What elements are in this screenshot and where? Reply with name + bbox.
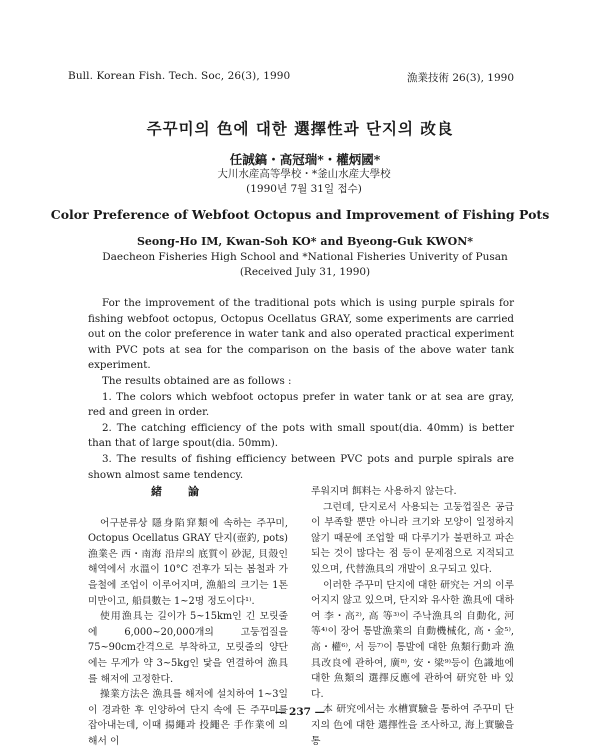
body-paragraph: 使用漁具는 길이가 5~15km인 긴 모릿줄에 6,000~20,000개의 고둥껍질을 75~90cm간격으로 부착하고, 모릿줄의 양단에는 무게가 약 3~5kg인 닻을 연결하여 漁具를 해저에 고정한다.	[88, 611, 288, 685]
section-heading: 緒論	[151, 485, 225, 498]
affiliation-english: Daecheon Fisheries High School and *National Fisheries Univerity of Pusan	[102, 251, 508, 263]
affiliation-korean: 大川水産高等學校・*釜山水産大學校	[217, 168, 391, 180]
body-paragraph: 그런데, 단지로서 사용되는 고둥껍질은 공급이 부족할 뿐만 아니라 크기와 모양이 일정하지 않기 때문에 조업할 때 다루기가 불편하고 파손되는 것이 많다는 점 등이 문제점으로 지적되고 있으며, 代替漁具의 개발이 요구되고 있다.	[311, 501, 514, 575]
abstract-result-1: 1. The colors which webfoot octopus prefer in water tank or at sea are gray, red and green in order.	[88, 390, 514, 419]
body-paragraph: 操業方法은 漁具를 해저에 설치하여 1~3일이 경과한 후 인양하여 단지 속에 든 주꾸미를 잡아내는데, 이때 揚繩과 投繩은 手作業에 의해서 이	[88, 689, 288, 747]
title-korean: 주꾸미의 色에 대한 選擇性과 단지의 改良	[146, 119, 454, 138]
journal-citation: Bull. Korean Fish. Tech. Soc, 26(3), 1990	[68, 70, 291, 82]
authors-korean: 任誠鎬・高冠瑞*・權炳國*	[229, 152, 381, 167]
received-date-korean: (1990년 7월 31일 접수)	[246, 183, 362, 195]
abstract-paragraph: For the improvement of the traditional pots which is using purple spirals for fishing webfoot octopus, Octopus Ocellatus GRAY, some experiments are carried out on the color preference in water tank and also operated practical experiment with PVC pots at sea for the comparison on the basis of the above water tank experiment.	[88, 297, 514, 372]
abstract-results-intro: The results obtained are as follows :	[102, 374, 292, 387]
abstract-result-2: 2. The catching efficiency of the pots with small spout(dia. 40mm) is better than that of large spout(dia. 50mm).	[88, 421, 514, 450]
body-paragraph: 이러한 주꾸미 단지에 대한 研究는 거의 이루어지지 않고 있으며, 단지와 유사한 漁具에 대하여 李・高²⁾, 高 等³⁾이 주낙漁具의 自動化, 河 等⁴⁾이 장어 통발漁業의 自動機械化, 高・金⁵⁾, 高・權⁶⁾, 서 등⁷⁾이 통발에 대한 魚類行動과 漁具改良에 관하여, 廣⁸⁾, 安・梁⁹⁾등이 色識地에 대한 魚類의 選擇反應에 관하여 研究한 바 있다.	[311, 579, 514, 700]
body-paragraph: 어구분류상 隱身陷穽類에 속하는 주꾸미, Octopus Ocellatus GRAY 단지(壺釣, pots) 漁業은 西・南海 沿岸의 底質이 砂泥, 貝殼인 해역에서 水溫이 10°C 전후가 되는 봄철과 가을철에 조업이 이루어지며, 漁船의 크기는 1톤 미만이고, 船員數는 1~2명 정도이다¹⁾.	[88, 517, 288, 607]
body-paragraph: 本 研究에서는 水槽實驗을 통하여 주꾸미 단지의 色에 대한 選擇性을 조사하고, 海上實驗을 통	[311, 704, 514, 747]
page-number: — 237 —	[274, 706, 326, 718]
received-date-english: (Received July 31, 1990)	[239, 266, 371, 278]
authors-english: Seong-Ho IM, Kwan-Soh KO* and Byeong-Guk KWON*	[136, 235, 473, 248]
title-english: Color Preference of Webfoot Octopus and Improvement of Fishing Pots	[50, 207, 550, 222]
journal-citation-korean: 漁業技術 26(3), 1990	[407, 72, 514, 84]
body-paragraph: 루워지며 餌料는 사용하지 않는다.	[311, 486, 457, 497]
abstract-result-3: 3. The results of fishing efficiency between PVC pots and purple spirals are shown almost same tendency.	[88, 452, 514, 481]
abstract	[88, 296, 514, 483]
